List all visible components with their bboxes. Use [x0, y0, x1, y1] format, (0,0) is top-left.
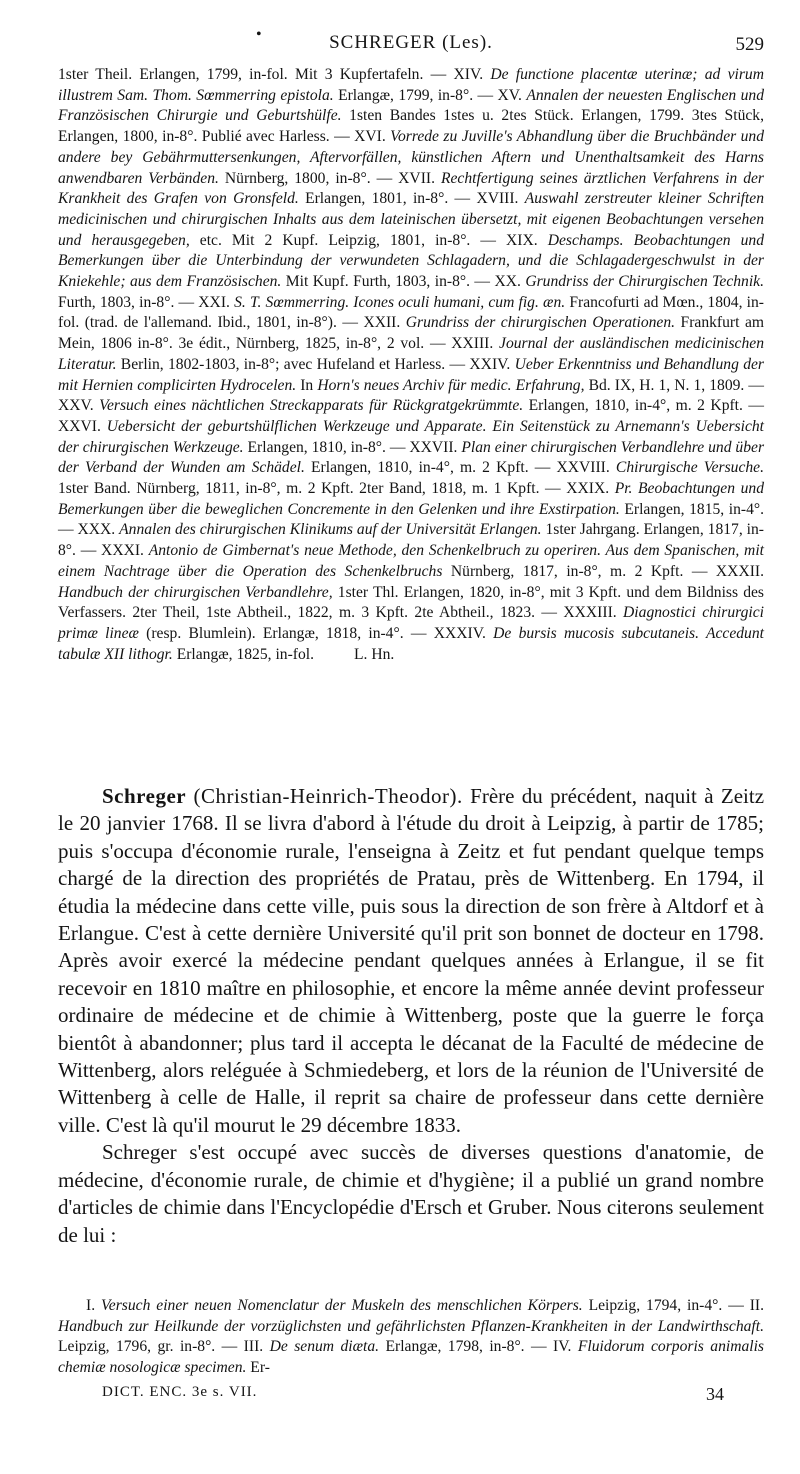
citation-text: Erlangen, 1810, in-8°. — XXVII. — [243, 438, 462, 456]
running-title: SCHREGER (Les). — [329, 32, 493, 53]
italic-title: Deschamps. Beobachtungen und Bemerkungen über die Unterbindung der verwundeten Schlagadern, und die Schlagadergeschwulst in der Kniekehle; aus dem Französischen. — [58, 231, 765, 291]
italic-title: De functione placentæ uterinæ; ad virum illustrem Sam. Thom. Sœmmerring epistola. — [58, 66, 764, 104]
italic-title: Fluidorum corporis animalis chemiæ nosologicæ specimen. — [58, 1338, 764, 1377]
italic-title: Antonio de Gimbernat's neue Methode, den Schenkelbruch zu operiren. Aus dem Spanischen, mit einem Nachtrage über die Operation des Schenkelbruchs — [58, 542, 764, 580]
italic-title: Vorrede zu Juville's Abhandlung über die Bruchbänder und andere bey Gebährmuttersenkungen, Aftervorfällen, künstlichen Aftern und Unenthaltsamkeit des Harns anwendbaren Verbänden. — [58, 128, 764, 187]
footer-volume: DICT. ENC. 3e s. VII. — [102, 1384, 258, 1400]
italic-title: Grundriss der chirurgischen Operationen. — [405, 314, 676, 332]
italic-title: Annalen der neuesten Englischen und Französischen Chirurgie und Geburtshülfe. — [58, 86, 764, 125]
page-footer — [102, 1384, 724, 1408]
citation-text: 1ster Theil. Erlangen, 1799, in-fol. Mit 3 Kupfertafeln. — XIV. — [58, 66, 491, 83]
bibliography-continuation — [58, 65, 764, 665]
italic-title: S. T. Sœmmerring. Icones oculi humani, cum fig. æn. — [234, 293, 566, 311]
footer-signature-number: 34 — [706, 1384, 724, 1404]
citation-text: Erlangen, 1810, in-4°, m. 2 Kpft. — XXVI. — [58, 397, 764, 435]
running-header — [58, 26, 764, 56]
citation-text: Nürnberg, 1817, in-8°, m. 2 Kpft. — XXXII. — [442, 562, 764, 580]
italic-title: Diagnostici chirurgici primæ lineæ — [58, 604, 764, 642]
italic-title: Handbuch der chirurgischen Verbandlehre, — [58, 583, 333, 601]
citation-text: Frankfurt am Mein, 1806 in-8°. 3e édit., Nürnberg, 1825, in-8°, 2 vol. — XXIII. — [58, 314, 764, 353]
citation-text: Leipzig, 1794, in-4°. — II. — [582, 1297, 764, 1314]
italic-title: Rechtfertigung seines ärztlichen Verfahrens in der Krankheit des Grafen von Gronsfeld. — [58, 169, 764, 208]
citation-text: Erlangæ, 1825, in-fol. — [172, 645, 314, 663]
italic-title: Ueber Erkenntniss und Behandlung der mit Hernien complicirten Hydrocelen. — [58, 355, 764, 394]
works-list — [58, 1296, 764, 1379]
citation-text: Mit Kupf. Furth, 1803, in-8°. — XX. — [281, 273, 526, 291]
italic-title: Versuch einer neuen Nomenclatur der Muskeln des menschlichen Körpers. — [101, 1297, 583, 1314]
citation-text: Erlangæ, 1799, in-8°. — XV. — [333, 86, 527, 104]
citation-text: (resp. Blumlein). Erlangæ, 1818, in-4°. — XXXIV. — [138, 624, 494, 642]
citation-text: I. — [86, 1297, 102, 1314]
citation-text: Erlangæ, 1798, in-8°. — IV. — [379, 1338, 578, 1356]
works-text — [58, 1297, 764, 1376]
entry-paragraph-1 — [58, 783, 764, 1139]
header-mark: • — [256, 26, 262, 43]
citation-text: Er- — [246, 1359, 270, 1377]
italic-title: Pr. Beobachtungen und Bemerkungen über die beweglichen Concremente in den Gelenken und ihre Exstirpation. — [58, 480, 764, 518]
italic-title: Uebersicht der geburtshülflichen Werkzeuge und Apparate. Ein Seitenstück zu Arnemann's Uebersicht der chirurgischen Werkzeuge. — [58, 417, 764, 456]
citation-text: Leipzig, 1796, gr. in-8°. — III. — [58, 1338, 270, 1356]
bibliography-text — [58, 66, 764, 663]
italic-title: Grundriss der Chirurgischen Technik. — [525, 273, 764, 291]
citation-text: In — [296, 376, 318, 394]
citation-text: Nürnberg, 1800, in-8°. — XVII. — [218, 169, 441, 187]
citation-text: 1ster Thl. Erlangen, 1820, in-8°, mit 3 Kpft. und dem Bildniss des Verfassers. 2ter Theil, 1ste Abtheil., 1822, m. 3 Kpft. 2te Abtheil., 1823. — XXXIII. — [58, 583, 764, 622]
entry-paragraph-2: Schreger s'est occupé avec succès de diverses questions d'anatomie, de médecine, d'économie rurale, de chimie et d'hygiène; il a publié un grand nombre d'articles de chimie dans l'Encyclopédie d'Ersch et Gruber. Nous citerons seulement de lui : — [58, 1140, 764, 1247]
citation-text: Furth, 1803, in-8°. — XXI. — [58, 293, 235, 311]
citation-text: 1ster Jahrgang. Erlangen, 1817, in-8°. — XXXI. — [58, 521, 764, 560]
entry-full-name: (Christian-Heinrich-Theodor). — [193, 784, 463, 808]
italic-title: Plan einer chirurgischen Verbandlehre und über der Verband der Wunden am Schädel. — [58, 438, 765, 477]
citation-text: Erlangen, 1801, in-8°. — XVIII. — [298, 190, 525, 208]
italic-title: Journal der ausländischen medicinischen Literatur. — [58, 335, 764, 373]
citation-text: 1ster Band. Nürnberg, 1811, in-8°, m. 2 Kpft. 2ter Band, 1818, m. 1 Kpft. — XXIX. — [58, 480, 615, 498]
italic-title: Annalen des chirurgischen Klinikums auf der Universität Erlangen. — [119, 521, 542, 539]
page-number: 529 — [735, 34, 764, 55]
citation-text: 1sten Bandes 1stes u. 2tes Stück. Erlangen, 1799. 3tes Stück, Erlangen, 1800, in-8°. Publié avec Harless. — XVI. — [58, 107, 764, 146]
citation-text: etc. Mit 2 Kupf. Leipzig, 1801, in-8°. — XIX. — [189, 231, 548, 249]
citation-text: Bd. IX, H. 1, N. 1, 1809. — XXV. — [58, 376, 765, 415]
italic-title: Horn's neues Archiv für medic. Erfahrung, — [317, 376, 585, 394]
italic-title: Auswahl zerstreuter kleiner Schriften medicinischen und chirurgischen Inhalts aus dem lateinischen übersetzt, mit eigenen Beobachtungen versehen und herausgegeben, — [58, 190, 764, 249]
biography-entry — [58, 783, 764, 1249]
citation-text: Erlangen, 1810, in-4°, m. 2 Kpft. — XXVIII. — [304, 459, 616, 477]
italic-title: De bursis mucosis subcutaneis. Accedunt tabulæ XII lithogr. — [58, 624, 764, 663]
citation-text: Berlin, 1802-1803, in-8°; avec Hufeland et Harless. — XXIV. — [116, 355, 515, 373]
italic-title: Chirurgische Versuche. — [615, 459, 764, 477]
citation-text: Francofurti ad Mœn., 1804, in-fol. (trad. de l'allemand. Ibid., 1801, in-8°). — XXII. — [58, 293, 764, 332]
entry-headword: Schreger — [102, 784, 187, 808]
author-signature: L. Hn. — [354, 645, 395, 663]
entry-text-1: Frère du précédent, naquit à Zeitz le 20 janvier 1768. Il se livra d'abord à l'étude du droit à Leipzig, à partir de 1785; puis s'occupa d'économie rurale, l'enseigna à Zeitz et fut pendant quelque temps chargé de la direction des propriétés de Pratau, près de Wittenberg. En 1794, il étudia la médecine dans cette ville, puis sous la direction de son frère à Altdorf et à Erlangue. C'est à cette dernière Université qu'il prit son bonnet de docteur en 1798. Après avoir exercé la médecine pendant quelques années à Erlangue, il se fit recevoir en 1810 maître en philosophie, et encore la même année devint professeur ordinaire de médecine et de chimie à Wittenberg, poste que la guerre le força bientôt à abandonner; plus tard il accepta le décanat de la Faculté de médecine de Wittenberg, alors reléguée à Schmiedeberg, et lors de la réunion de l'Université de Wittenberg à celle de Halle, il reprit sa chaire de professeur dans cette dernière ville. C'est là qu'il mourut le 29 décembre 1833. — [58, 784, 765, 1137]
italic-title: Versuch eines nächtlichen Streckapparats für Rückgratgekrümmte. — [99, 397, 524, 415]
italic-title: Handbuch zur Heilkunde der vorzüglichsten und gefährlichsten Pflanzen-Krankheiten in der Landwirthschaft. — [58, 1317, 764, 1335]
citation-text: Erlangen, 1815, in-4°. — XXX. — [58, 500, 765, 539]
italic-title: De senum diæta. — [269, 1338, 380, 1356]
